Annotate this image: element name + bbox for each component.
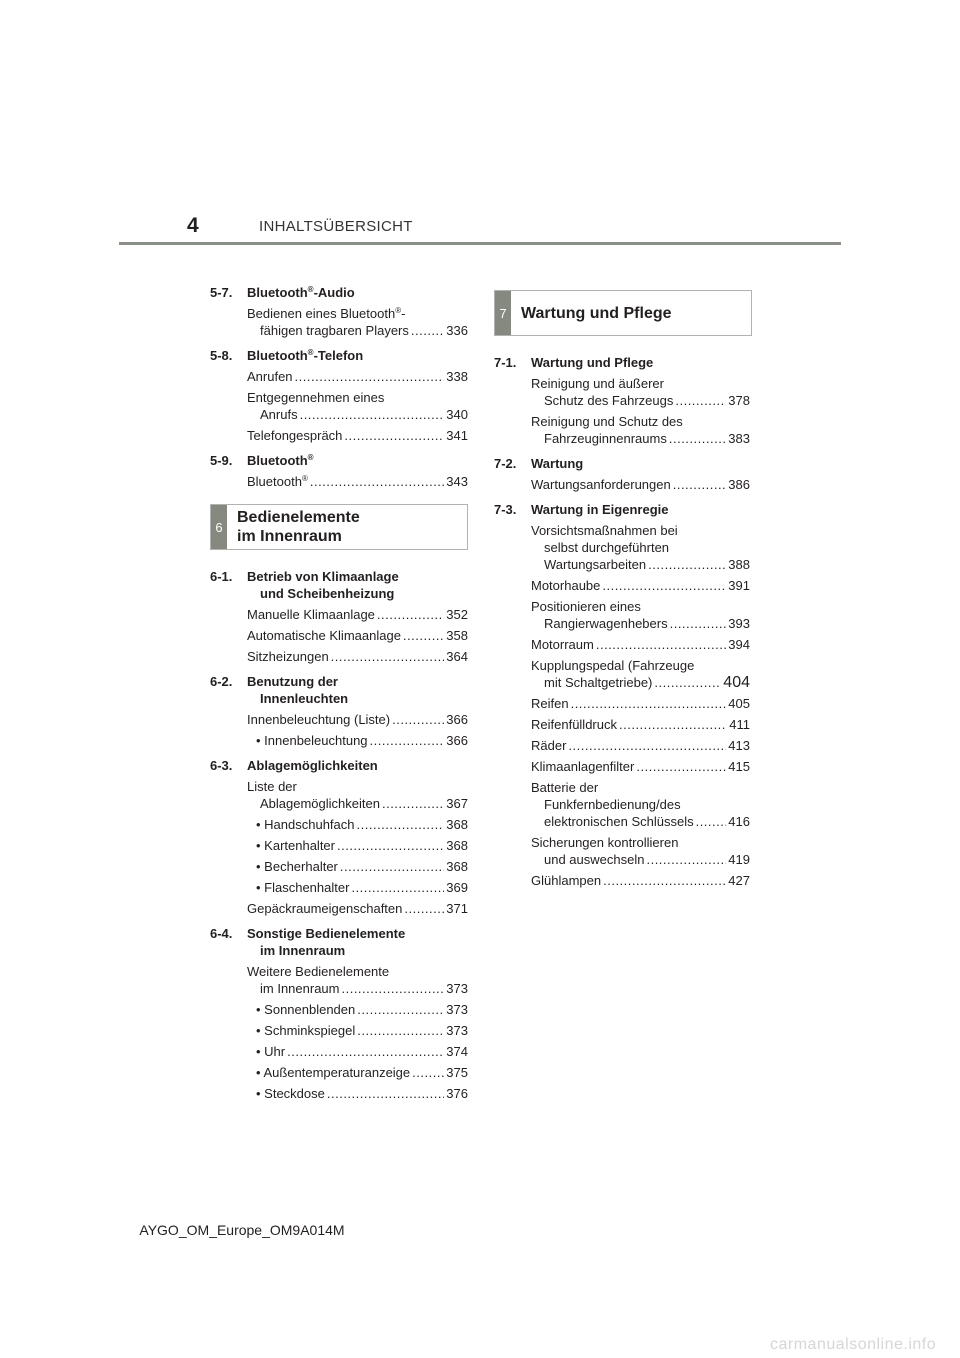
page-ref: 373 — [446, 981, 468, 996]
page-ref: 338 — [446, 369, 468, 384]
chapter-title: Wartung und Pflege — [521, 304, 672, 322]
page-ref: 366 — [446, 712, 468, 727]
page-ref: 358 — [446, 628, 468, 643]
page-ref: 383 — [728, 431, 750, 446]
section-heading: 5-9. Bluetooth® — [210, 453, 314, 468]
toc-entry[interactable]: Anrufen ..... 338 — [247, 368, 468, 385]
toc-entry[interactable]: Reinigung und Schutz des Fahrzeuginnenraums ..... 383 — [531, 413, 750, 447]
toc-entry[interactable]: • Flaschenhalter ..... 369 — [247, 879, 468, 896]
toc-entry[interactable]: Bluetooth® ..... 343 — [247, 473, 468, 490]
toc-entry[interactable]: Automatische Klimaanlage ..... 358 — [247, 627, 468, 644]
page-ref: 374 — [446, 1044, 468, 1059]
section-heading: 5-8. Bluetooth®-Telefon — [210, 348, 364, 363]
toc-entry[interactable]: • Außentemperaturanzeige ..... 375 — [247, 1064, 468, 1081]
toc-entry[interactable]: Wartungsanforderungen ..... 386 — [531, 476, 750, 493]
chapter-6-box — [210, 504, 468, 550]
toc-entry[interactable]: Liste der Ablagemöglichkeiten ..... 367 — [247, 778, 468, 812]
page-ref: 386 — [728, 477, 750, 492]
toc-entry[interactable]: Gepäckraumeigenschaften ..... 371 — [247, 900, 468, 917]
page-number: 4 — [187, 214, 199, 237]
page-ref: 352 — [446, 607, 468, 622]
header-title: INHALTSÜBERSICHT — [259, 218, 413, 235]
page-ref: 413 — [728, 738, 750, 753]
page-ref: 419 — [728, 852, 750, 867]
chapter-7-box — [494, 290, 752, 336]
toc-entry[interactable]: Weitere Bedienelemente im Innenraum ..... 373 — [247, 963, 468, 997]
page-ref: 366 — [446, 733, 468, 748]
page-ref: 368 — [446, 838, 468, 853]
page-ref: 373 — [446, 1023, 468, 1038]
toc-entry[interactable]: Innenbeleuchtung (Liste) ..... 366 — [247, 711, 468, 728]
page-ref: 373 — [446, 1002, 468, 1017]
toc-entry[interactable]: Bedienen eines Bluetooth®- fähigen tragbaren Players ..... 336 — [247, 305, 468, 339]
section-heading: 6-3. Ablagemöglichkeiten — [210, 758, 378, 773]
page-ref: 394 — [728, 637, 750, 652]
page-ref: 393 — [728, 616, 750, 631]
toc-entry[interactable]: • Handschuhfach ..... 368 — [247, 816, 468, 833]
page-ref: 364 — [446, 649, 468, 664]
toc-entry[interactable]: • Schminkspiegel ..... 373 — [247, 1022, 468, 1039]
page-ref: 369 — [446, 880, 468, 895]
page-ref: 404 — [723, 674, 750, 691]
page-ref: 375 — [446, 1065, 468, 1080]
page-ref: 368 — [446, 817, 468, 832]
page-ref: 371 — [446, 901, 468, 916]
section-heading: 7-3. Wartung in Eigenregie — [494, 502, 669, 517]
page-ref: 405 — [728, 696, 750, 711]
section-heading: 6-2. Benutzung der Innenleuchten — [210, 674, 349, 706]
toc-entry[interactable]: • Steckdose ..... 376 — [247, 1085, 468, 1102]
page-ref: 376 — [446, 1086, 468, 1101]
toc-entry[interactable]: Telefongespräch ..... 341 — [247, 427, 468, 444]
page-footer — [0, 1222, 960, 1238]
section-heading: 6-1. Betrieb von Klimaanlage und Scheibenheizung — [210, 569, 399, 601]
toc-entry[interactable]: Reifenfülldruck ..... 411 — [531, 716, 750, 733]
toc-entry[interactable]: Sicherungen kontrollieren und auswechseln ..... 419 — [531, 834, 750, 868]
page-ref: 411 — [729, 717, 750, 732]
chapter-tab: 6 — [211, 505, 227, 549]
page-ref: 427 — [728, 873, 750, 888]
header-divider — [119, 242, 841, 245]
toc-entry[interactable]: • Becherhalter ..... 368 — [247, 858, 468, 875]
toc-entry[interactable]: Motorraum ..... 394 — [531, 636, 750, 653]
document-id: AYGO_OM_Europe_OM9A014M — [139, 1222, 345, 1238]
chapter-title: Bedienelemente im Innenraum — [237, 509, 360, 545]
page-ref: 415 — [728, 759, 750, 774]
section-heading: 7-2. Wartung — [494, 456, 584, 471]
toc-entry[interactable]: Entgegennehmen eines Anrufs ..... 340 — [247, 389, 468, 423]
toc-entry[interactable]: Sitzheizungen ..... 364 — [247, 648, 468, 665]
toc-entry[interactable]: Batterie der Funkfernbedienung/des elektronischen Schlüssels ..... 416 — [531, 779, 750, 830]
page-ref: 341 — [446, 428, 468, 443]
toc-entry[interactable]: Räder ..... 413 — [531, 737, 750, 754]
toc-entry[interactable]: Reifen ..... 405 — [531, 695, 750, 712]
toc-entry[interactable]: Vorsichtsmaßnahmen bei selbst durchgeführten Wartungsarbeiten ..... 388 — [531, 522, 750, 573]
toc-right-column — [494, 290, 750, 889]
section-heading: 7-1. Wartung und Pflege — [494, 355, 654, 370]
page-ref: 368 — [446, 859, 468, 874]
toc-entry[interactable]: • Sonnenblenden ..... 373 — [247, 1001, 468, 1018]
section-heading: 6-4. Sonstige Bedienelemente im Innenraum — [210, 926, 406, 958]
page-ref: 416 — [728, 814, 750, 829]
toc-left-column — [210, 284, 468, 1102]
toc-entry[interactable]: Reinigung und äußerer Schutz des Fahrzeugs ..... 378 — [531, 375, 750, 409]
toc-entry[interactable]: • Kartenhalter ..... 368 — [247, 837, 468, 854]
page-ref: 340 — [446, 407, 468, 422]
toc-entry[interactable]: Manuelle Klimaanlage ..... 352 — [247, 606, 468, 623]
toc-entry[interactable]: Kupplungspedal (Fahrzeuge mit Schaltgetriebe) ..... 404 — [531, 657, 750, 691]
chapter-tab: 7 — [495, 291, 511, 335]
page-ref: 378 — [728, 393, 750, 408]
toc-entry[interactable]: Klimaanlagenfilter ..... 415 — [531, 758, 750, 775]
toc-entry[interactable]: • Innenbeleuchtung ..... 366 — [247, 732, 468, 749]
page-ref: 388 — [728, 557, 750, 572]
page-ref: 391 — [728, 578, 750, 593]
toc-entry[interactable]: Glühlampen ..... 427 — [531, 872, 750, 889]
page-ref: 343 — [446, 474, 468, 489]
page-ref: 336 — [446, 323, 468, 338]
page-ref: 367 — [446, 796, 468, 811]
watermark-text: carmanualsonline.info — [770, 1336, 937, 1353]
toc-entry[interactable]: Positionieren eines Rangierwagenhebers ..... 393 — [531, 598, 750, 632]
toc-entry[interactable]: Motorhaube ..... 391 — [531, 577, 750, 594]
page-header — [0, 0, 960, 250]
section-heading: 5-7. Bluetooth®-Audio — [210, 285, 355, 300]
toc-entry[interactable]: • Uhr ..... 374 — [247, 1043, 468, 1060]
